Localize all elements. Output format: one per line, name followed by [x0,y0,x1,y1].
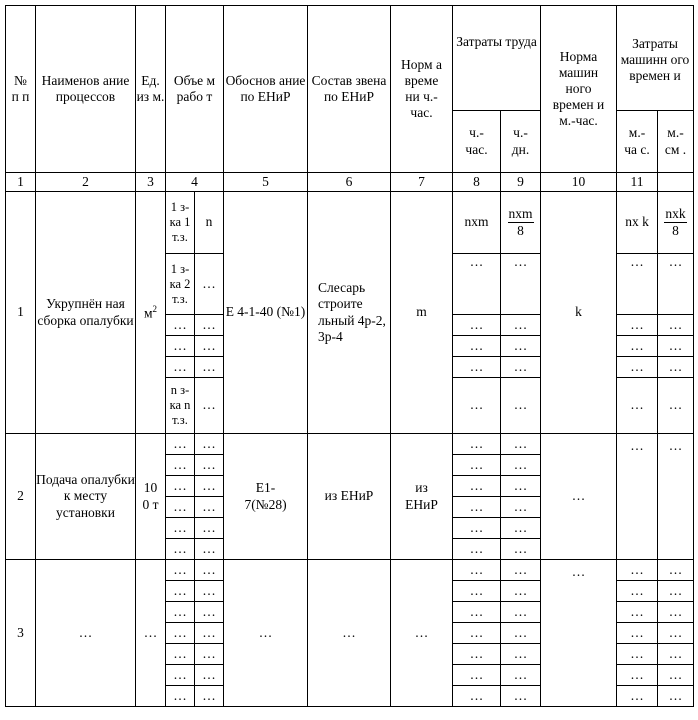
dots-cell: … [195,497,224,518]
dots-cell: … [501,560,541,581]
dots-cell: … [195,315,224,336]
dots-cell: … [501,315,541,336]
col-number: 10 [541,173,617,192]
dots-cell: … [166,581,195,602]
dots-cell: … [617,623,658,644]
row2-machine-norm: … [541,434,617,560]
dots-cell: … [453,315,501,336]
dots-cell: … [453,665,501,686]
dots-cell: … [166,644,195,665]
dots-cell: … [166,686,195,707]
dots-cell: … [195,518,224,539]
col-number: 1 [6,173,36,192]
process-table [5,5,694,707]
dots-cell: … [501,602,541,623]
row1-machine-hours: nx k [617,192,658,254]
dots-cell: … [658,315,694,336]
dots-cell: … [453,686,501,707]
row1-labor-hours: nxm [453,192,501,254]
header-crew: Состав звена по ЕНиР [308,6,391,173]
header-volume: Объе м рабо т [166,6,224,173]
dots-cell: … [617,581,658,602]
dots-cell: … [501,539,541,560]
dots-cell: … [166,623,195,644]
dots-cell: … [195,455,224,476]
row1-volume-a: 1 з-ка 1 т.з. [166,192,195,254]
dots-cell: … [501,623,541,644]
dots-cell: … [453,539,501,560]
dots-cell: … [617,560,658,581]
col-number: 7 [391,173,453,192]
dots-cell: … [195,560,224,581]
dots-cell: … [617,665,658,686]
row3-name: … [36,560,136,707]
dots-cell: … [195,581,224,602]
column-numbers-row [6,173,694,192]
dots-cell: … [501,497,541,518]
dots-cell: … [658,665,694,686]
row1-volume-a-n: n [195,192,224,254]
row1-norm: m [391,192,453,434]
dots-cell: … [195,539,224,560]
dots-cell: … [658,686,694,707]
row1-labor-days: $\frac{\text{nxm}}{8}$ [501,192,541,254]
col-number: 2 [36,173,136,192]
row1-volume-n: n з-ка n т.з. [166,378,195,434]
dots-cell: … [195,357,224,378]
header-labor-days: ч.-дн. [501,111,541,173]
col-number: 8 [453,173,501,192]
dots-cell: … [166,665,195,686]
dots-cell: … [195,686,224,707]
row3-machine-norm: … [541,560,617,707]
dots-cell: … [658,560,694,581]
dots-cell: … [617,315,658,336]
dots-cell: … [166,357,195,378]
header-basis: Обоснов ание по ЕНиР [224,6,308,173]
dots-cell: … [453,357,501,378]
dots-cell: … [658,336,694,357]
col-number [658,173,694,192]
header-machine-shifts: м.-см . [658,111,694,173]
dots-cell: … [453,497,501,518]
header-machine-norm: Норма машин ного времен и м.-час. [541,6,617,173]
dots-cell: … [501,434,541,455]
row1-unit: $м^2$ [136,192,166,434]
row2-machine-shifts: … [658,434,694,560]
row1-crew: Слесарь строите льный 4р-2, 3р-4 [308,192,391,434]
header-unit: Ед. из м. [136,6,166,173]
dots-cell: … [617,357,658,378]
col-number: 9 [501,173,541,192]
dots-cell: … [658,378,694,434]
dots-cell: … [501,644,541,665]
dots-cell: … [195,644,224,665]
row3-crew: … [308,560,391,707]
dots-cell: … [166,315,195,336]
dots-cell: … [501,357,541,378]
dots-cell: … [195,623,224,644]
header-labor: Затраты труда [453,6,541,111]
dots-cell: … [166,497,195,518]
row3-no: 3 [6,560,36,707]
table-row [6,434,694,455]
dots-cell: … [166,518,195,539]
dots-cell: … [166,336,195,357]
col-number: 4 [166,173,224,192]
dots-cell: … [195,476,224,497]
dots-cell: … [453,455,501,476]
dots-cell: … [658,644,694,665]
dots-cell: … [195,378,224,434]
header-no: № п п [6,6,36,173]
header-name: Наименов ание процессов [36,6,136,173]
dots-cell: … [453,476,501,497]
row1-no: 1 [6,192,36,434]
row2-norm: из ЕНиР [391,434,453,560]
row2-name: Подача опалубки к месту установки [36,434,136,560]
dots-cell: … [617,644,658,665]
header-machine: Затраты машинн ого времен и [617,6,694,111]
dots-cell: … [166,539,195,560]
dots-cell: … [501,254,541,315]
dots-cell: … [617,378,658,434]
dots-cell: … [453,623,501,644]
row1-name: Укрупнён ная сборка опалубки [36,192,136,434]
dots-cell: … [166,455,195,476]
table-row [6,560,694,581]
row2-unit: 10 0 т [136,434,166,560]
row3-norm: … [391,560,453,707]
dots-cell: … [658,581,694,602]
dots-cell: … [501,686,541,707]
row2-crew: из ЕНиР [308,434,391,560]
dots-cell: … [501,378,541,434]
dots-cell: … [617,254,658,315]
dots-cell: … [658,602,694,623]
dots-cell: … [453,644,501,665]
row1-volume-b-n: … [195,254,224,315]
header-machine-hours: м.-ча с. [617,111,658,173]
dots-cell: … [453,254,501,315]
dots-cell: … [453,434,501,455]
dots-cell: … [453,518,501,539]
dots-cell: … [166,476,195,497]
dots-cell: … [453,602,501,623]
row1-volume-b: 1 з-ка 2 т.з. [166,254,195,315]
dots-cell: … [658,357,694,378]
row2-basis: Е1- 7(№28) [224,434,308,560]
dots-cell: … [501,455,541,476]
header-norm: Норм а време ни ч.-час. [391,6,453,173]
dots-cell: … [453,581,501,602]
dots-cell: … [658,623,694,644]
col-number: 3 [136,173,166,192]
dots-cell: … [501,581,541,602]
row1-machine-norm: k [541,192,617,434]
dots-cell: … [195,434,224,455]
dots-cell: … [195,602,224,623]
dots-cell: … [166,602,195,623]
dots-cell: … [658,254,694,315]
col-number: 5 [224,173,308,192]
dots-cell: … [617,336,658,357]
dots-cell: … [501,665,541,686]
row2-no: 2 [6,434,36,560]
dots-cell: … [501,336,541,357]
col-number: 11 [617,173,658,192]
row3-unit: … [136,560,166,707]
row1-basis: Е 4-1-40 (№1) [224,192,308,434]
row1-machine-shifts: $\frac{\text{nxk}}{8}$ [658,192,694,254]
dots-cell: … [195,665,224,686]
dots-cell: … [453,560,501,581]
col-number: 6 [308,173,391,192]
row2-machine-hours: … [617,434,658,560]
dots-cell: … [501,476,541,497]
dots-cell: … [617,686,658,707]
table-row [6,192,694,254]
dots-cell: … [453,378,501,434]
dots-cell: … [166,560,195,581]
dots-cell: … [166,434,195,455]
dots-cell: … [195,336,224,357]
header-labor-hours: ч.-час. [453,111,501,173]
dots-cell: … [501,518,541,539]
dots-cell: … [453,336,501,357]
row3-basis: … [224,560,308,707]
dots-cell: … [617,602,658,623]
